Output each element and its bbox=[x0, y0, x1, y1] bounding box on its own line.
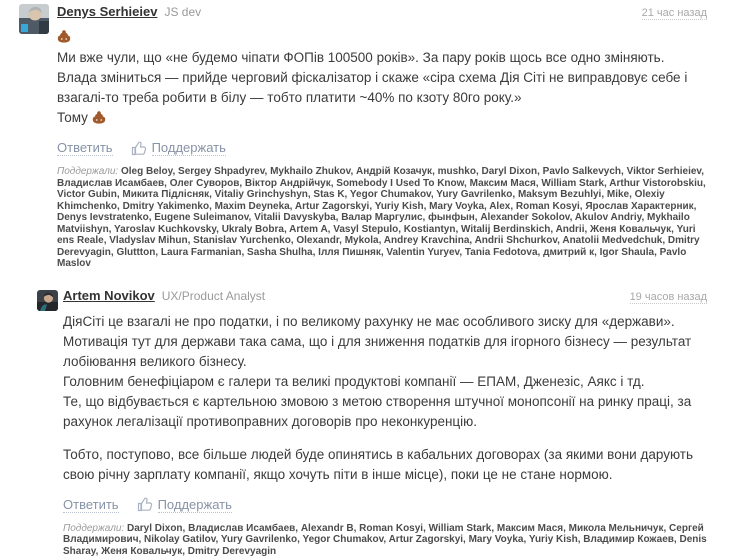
author-role: UX/Product Analyst bbox=[162, 289, 265, 303]
comment-body bbox=[63, 312, 707, 485]
comment-actions bbox=[63, 497, 707, 513]
support-button[interactable] bbox=[137, 497, 232, 513]
support-link[interactable]: Поддержать bbox=[152, 140, 226, 156]
poop-emoji-icon bbox=[92, 111, 106, 124]
supporters-names[interactable]: Daryl Dixon, Владислав Исамбаев, Alexandr B, Roman Kosyi, William Stark, Максим Мася, Микола Мельничук, Сергей Владимирович, Nikolay Gatilov, Yury Gavrilenko, Yegor Chumakov, Artur Zagorskyi, Mary Voyka, Yuriy Kish, Владимир Кожаев, Denis Sharay, Женя Ковальчук, Dmitry Derevyagin bbox=[63, 523, 707, 557]
support-link[interactable]: Поддержать bbox=[158, 497, 232, 513]
comment-paragraph: Ми вже чули, що «не будемо чіпати ФОПів 100500 років». За пару років щось все одно зміняють. Влада зміниться — прийде черговий фіскалізатор і скаже «сіра схема Дія Сіті не виправдовує себе і взагалі-то треба робити в білу — тобто платити ~40% по кзоту 80го року.» bbox=[57, 48, 707, 108]
comment-paragraph: ДіяСіті це взагалі не про податки, і по великому рахунку не має особливого зиску для «держави». Мотивація тут для держави така сама, що і для зниження податків для ігорного бізнесу — результат лобіювання великого бізнесу. bbox=[63, 312, 707, 372]
comment-header bbox=[57, 4, 707, 20]
comment-artem bbox=[0, 288, 737, 557]
author-link[interactable]: Denys Serhieiev bbox=[57, 4, 157, 19]
emoji-line bbox=[57, 28, 707, 46]
support-button[interactable] bbox=[131, 140, 226, 156]
comment-paragraph: Тому bbox=[57, 108, 707, 128]
comment-paragraph: Тобто, поступово, все більше людей буде опинятись в кабальних договорах (за якими вони дарують свою річну зарплату компанії, якщо хочуть піти в інше місце), поки це не стане нормою. bbox=[63, 445, 707, 485]
reply-link[interactable]: Ответить bbox=[57, 140, 113, 156]
supporters-block bbox=[63, 523, 707, 557]
supporters-label: Поддержали: bbox=[63, 523, 124, 534]
comment-denys bbox=[0, 4, 737, 270]
reply-link[interactable]: Ответить bbox=[63, 497, 119, 513]
comment-paragraph: Головним бенефіціаром є галери та великі продуктові компанії — ЕПАМ, Дженезіс, Аякс і тд. bbox=[63, 372, 707, 392]
timestamp-link[interactable]: 19 часов назад bbox=[630, 291, 707, 304]
poop-emoji-icon bbox=[57, 30, 71, 43]
author-role: JS dev bbox=[164, 5, 201, 19]
comment-paragraph: Те, що відбувається є картельною змовою з метою створення штучної монопсонії на ринку праці, за рахунок легалізації противоправних договорів про неконкуренцію. bbox=[63, 392, 707, 432]
comment-body bbox=[57, 28, 707, 128]
timestamp-link[interactable]: 21 час назад bbox=[642, 7, 707, 20]
supporters-label: Поддержали: bbox=[57, 166, 118, 177]
avatar[interactable] bbox=[37, 290, 58, 311]
author-link[interactable]: Artem Novikov bbox=[63, 288, 155, 303]
supporters-names[interactable]: Oleg Beloy, Sergey Shpadyrev, Mykhailo Zhukov, Андрій Козачук, mushko, Daryl Dixon, Pavlo Salkevych, Viktor Serhieiev, Владислав Исамбаев, Олег Суворов, Віктор Андрійчук, Somebody I Used To Know, Максим Мася, William Stark, Arthur Vistorobskiu, Victor Gubin, Микита Підлісняк, Vitaliy Grinchyshyn, Stas K, Yegor Chumakov, Yury Gavrilenko, Maksym Bezuhlyi, Mike, Olexiy Khimchenko, Dmitry Yakimenko, Maxim Deyneka, Artur Zagorskyi, Yuriy Kish, Mary Voyka, Alex, Roman Kosyi, Ярослав Характерник, Denys Ievstratenko, Eugene Suleimanov, Vitalii Davyskyba, Валар Маргулис, фынфын, Alexander Sokolov, Akulov Andriy, Mykhailo Matviishyn, Yaroslav Kuchkovsky, Ukraly Bobra, Artem A, Vasyl Stepulo, Kostiantyn, Witalij Berdinskich, Andrii, Женя Ковальчук, Yuri ens Reale, Vladyslav Mihun, Stanislav Yurchenko, Olexandr, Mykola, Andrey Kravchina, Andrii Shchurkov, Anatolii Medvedchuk, Dmitry Derevyagin, Gluttton, Laura Farmanian, Sasha Shulha, Ілля Пишняк, Valentin Yuryev, Tania Fedotova, дмитрий к, Igor Shaula, Pavlo Maslov bbox=[57, 166, 706, 269]
thumbs-up-icon bbox=[137, 497, 153, 512]
comment-header bbox=[63, 288, 707, 304]
supporters-block bbox=[57, 166, 707, 270]
comment-actions bbox=[57, 140, 707, 156]
avatar[interactable] bbox=[19, 4, 49, 34]
thumbs-up-icon bbox=[131, 141, 147, 156]
